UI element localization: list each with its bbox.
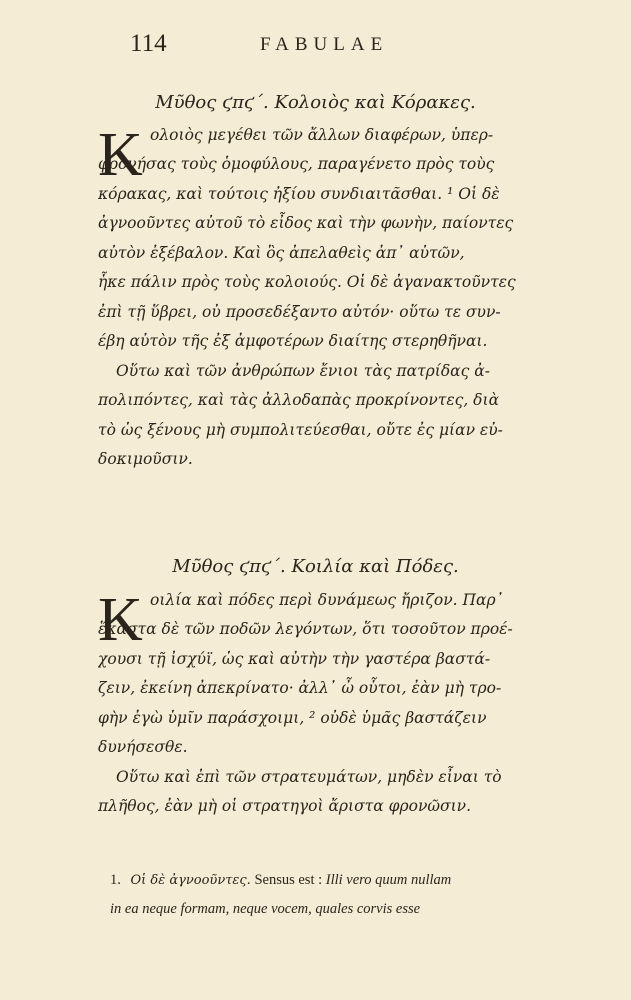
text-line: οιλία καὶ πόδες περὶ δυνάμεως ἤριζον. Παρ᾽ [150, 590, 504, 609]
footnote-line-1 [110, 866, 600, 895]
text-line: φρονήσας τοὺς ὁμοφύλους, παραγένετο πρὸς τοὺς [98, 155, 495, 173]
text-line: χουσι τῇ ἰσχύϊ, ὡς καὶ αὐτὴν τὴν γαστέρα βαστά- [98, 649, 491, 668]
text-line: Οὕτω καὶ τῶν ἀνθρώπων ἔνιοι τὰς πατρίδας ἀ- [116, 361, 490, 380]
footnote [110, 866, 600, 924]
text-line: τὸ ὡς ξένους μὴ συμπολιτεύεσθαι, οὔτε ἐς μίαν εὐ- [98, 420, 503, 439]
footnote-sensus: Sensus est : [254, 872, 323, 888]
text-line: κόρακας, καὶ τούτοις ἠξίου συνδιαιτᾶσθαι. ¹ Οἱ δὲ [98, 184, 500, 203]
fable-body-1 [98, 125, 598, 475]
footnote-number: 1. [110, 872, 121, 888]
text-line: ἕκαστα δὲ τῶν ποδῶν λεγόντων, ὅτι τοσοῦτον προέ- [98, 620, 513, 638]
text-line: πολιπόντες, καὶ τὰς ἀλλοδαπὰς προκρίνοντες, διὰ [98, 391, 500, 409]
fable-title-2: Μῦθος ϛπϛ΄. Κοιλία καὶ Πόδες. [172, 556, 459, 577]
fable-title-1: Μῦθος ϛπϛ΄. Κολοιὸς καὶ Κόρακες. [155, 92, 476, 113]
fable-body-2 [98, 590, 598, 822]
text-line: πλῆθος, ἐὰν μὴ οἱ στρατηγοὶ ἄριστα φρονῶσιν. [98, 797, 472, 815]
text-line: δοκιμοῦσιν. [98, 450, 193, 468]
text-line: αὐτὸν ἐξέβαλον. Καὶ ὃς ἀπελαθεὶς ἀπ᾽ αὐτῶν, [98, 243, 465, 262]
page-number: 114 [130, 30, 167, 57]
footnote-latin-2: in ea neque formam, neque vocem, quales corvis esse [110, 901, 421, 917]
drop-cap-2: K [98, 586, 143, 654]
text-line: δυνήσεσθε. [98, 738, 188, 756]
text-line: ζειν, ἐκείνη ἀπεκρίνατο· ἀλλ᾽ ὦ οὗτοι, ἐὰν μὴ τρο- [98, 679, 502, 697]
text-line: έβη αὐτὸν τῆς ἐξ ἀμφοτέρων διαίτης στερηθῆναι. [98, 332, 488, 350]
page-header [130, 30, 490, 64]
footnote-greek: Οἱ δὲ ἀγνοοῦντες. [130, 873, 251, 888]
text-line: Οὕτω καὶ ἐπὶ τῶν στρατευμάτων, μηδὲν εἶναι τὸ [116, 767, 502, 786]
text-line: ἐπὶ τῇ ὕβρει, οὐ προσεδέξαντο αὐτόν· οὕτω τε συν- [98, 302, 501, 321]
text-line: ολοιὸς μεγέθει τῶν ἄλλων διαφέρων, ὑπερ- [150, 125, 494, 144]
text-line: ἧκε πάλιν πρὸς τοὺς κολοιούς. Οἱ δὲ ἀγανακτοῦντες [98, 273, 516, 291]
running-title: FABULAE [260, 34, 389, 55]
text-line: ἀγνοοῦντες αὐτοῦ τὸ εἶδος καὶ τὴν φωνὴν, παίοντες [98, 214, 514, 232]
text-line: φὴν ἐγὼ ὑμῖν παράσχοιμι, ² οὐδὲ ὑμᾶς βαστάζειν [98, 708, 487, 727]
drop-cap-1: K [98, 121, 143, 189]
footnote-latin-1: Illi vero quum nullam [325, 872, 452, 888]
